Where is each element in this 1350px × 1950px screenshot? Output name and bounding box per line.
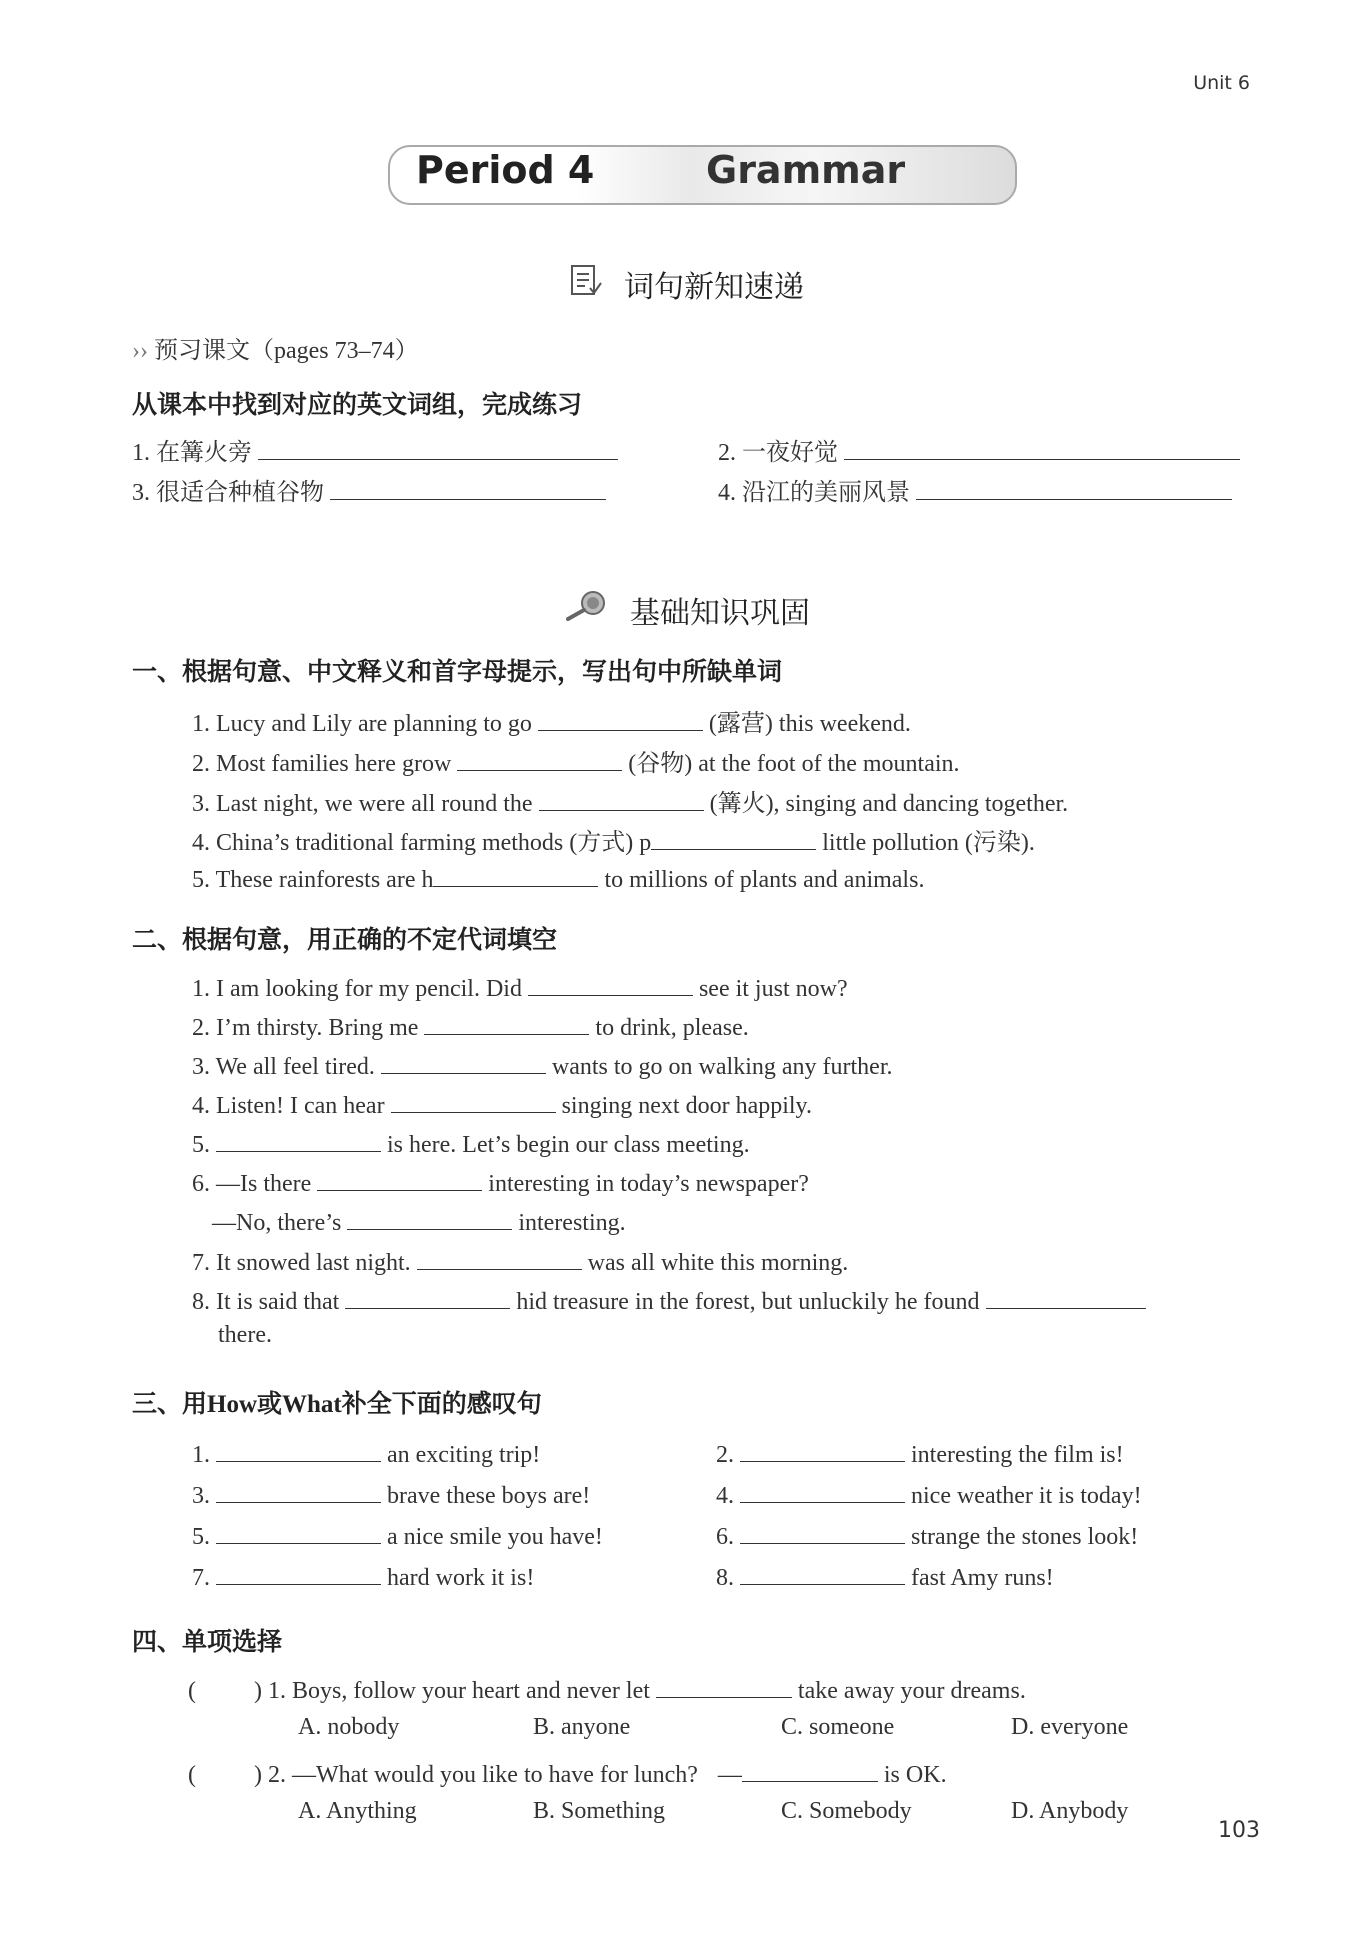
question-stem: — (717, 1762, 742, 1789)
period-topic: Grammar (706, 148, 906, 192)
section-b-title: 基础知识巩固 (630, 596, 810, 631)
answer-blank[interactable] (916, 474, 1232, 500)
item-text: (露营) this weekend. (708, 711, 911, 737)
item-text: wants to go on walking any further. (551, 1054, 893, 1081)
phrase-item (718, 472, 1232, 507)
exercise-item (192, 822, 1035, 857)
exclamation-item (192, 1477, 590, 1510)
part2-heading: 二、根据句意，用正确的不定代词填空 (132, 925, 558, 954)
item-text: fast Amy runs! (911, 1565, 1054, 1592)
phrase-item (718, 432, 1240, 467)
exercise-item (192, 1048, 893, 1081)
item-text: (篝火), singing and dancing together. (709, 791, 1069, 817)
answer-blank[interactable] (381, 1048, 546, 1074)
mc-question (188, 1672, 1026, 1705)
preview-label (132, 330, 419, 365)
mc-option[interactable]: B. Something (533, 1798, 666, 1824)
section-a-instruction: 从课本中找到对应的英文词组，完成练习 (132, 390, 583, 419)
page-number: 103 (1218, 1818, 1260, 1843)
phrase-text: 3. 很适合种植谷物 (132, 480, 324, 506)
answer-blank[interactable] (216, 1126, 381, 1152)
answer-blank[interactable] (216, 1436, 381, 1462)
exercise-item (212, 1204, 626, 1237)
item-number: 2. (716, 1442, 734, 1469)
item-number: 1. (192, 1442, 210, 1469)
answer-blank[interactable] (347, 1204, 512, 1230)
exercise-item (192, 1283, 1146, 1316)
answer-blank[interactable] (317, 1165, 482, 1191)
item-text: —No, there’s (212, 1210, 342, 1237)
item-text: to drink, please. (595, 1015, 749, 1042)
exclamation-item (716, 1477, 1142, 1510)
exclamation-item (716, 1518, 1138, 1551)
heading-text: 补全下面的感叹句 (341, 1389, 542, 1418)
answer-blank[interactable] (651, 824, 816, 850)
answer-blank[interactable] (742, 1756, 878, 1782)
question-stem: ) 1. Boys, follow your heart and never let (254, 1678, 650, 1705)
phrase-text: 4. 沿江的美丽风景 (718, 480, 910, 506)
exercise-item (192, 970, 848, 1003)
item-text: 1. I am looking for my pencil. Did (192, 976, 522, 1003)
item-text: 6. —Is there (192, 1171, 312, 1198)
mc-option[interactable]: D. everyone (1011, 1714, 1129, 1740)
item-text: interesting in today’s newspaper? (488, 1171, 809, 1198)
answer-blank[interactable] (740, 1518, 905, 1544)
exercise-item (192, 1165, 809, 1198)
answer-blank[interactable] (656, 1672, 792, 1698)
mc-option[interactable]: D. Anybody (1011, 1798, 1129, 1824)
question-stem: ) 2. —What would you like to have for lunch? (254, 1762, 698, 1789)
mc-option[interactable]: A. Anything (298, 1798, 417, 1824)
answer-blank[interactable] (216, 1477, 381, 1503)
item-number: 3. (192, 1483, 210, 1510)
exclamation-item (192, 1559, 534, 1592)
heading-text: 三、用 (132, 1389, 208, 1418)
answer-blank[interactable] (433, 861, 598, 887)
answer-blank[interactable] (417, 1244, 582, 1270)
item-text: nice weather it is today! (911, 1483, 1142, 1510)
item-text: 8. It is said that (192, 1289, 340, 1316)
exercise-item (192, 1087, 812, 1120)
mc-option[interactable]: A. nobody (298, 1714, 400, 1740)
item-text: brave these boys are! (387, 1483, 591, 1510)
item-text: there. (218, 1322, 272, 1348)
question-stem: take away your dreams. (797, 1678, 1026, 1705)
phrase-text: 2. 一夜好觉 (718, 440, 838, 466)
item-number: 8. (716, 1565, 734, 1592)
heading-text: 或 (257, 1389, 283, 1418)
answer-blank[interactable] (216, 1518, 381, 1544)
magnifier-icon (563, 588, 611, 629)
unit-label: Unit 6 (1193, 72, 1250, 94)
period-title: Period 4 (416, 148, 595, 192)
item-text: 5. (192, 1132, 210, 1159)
item-text: 3. Last night, we were all round the (192, 791, 533, 817)
mc-question (188, 1756, 947, 1789)
answer-blank[interactable] (539, 785, 704, 811)
item-text: is here. Let’s begin our class meeting. (387, 1132, 750, 1159)
item-text: (谷物) at the foot of the mountain. (628, 751, 960, 777)
item-text: 4. China’s traditional farming methods (方式) p (192, 830, 652, 856)
mc-option[interactable]: C. Somebody (781, 1798, 912, 1824)
item-number: 7. (192, 1565, 210, 1592)
answer-bracket[interactable]: ( (188, 1678, 196, 1705)
item-text: 5. These rainforests are h (192, 867, 434, 894)
mc-option[interactable]: B. anyone (533, 1714, 631, 1740)
phrase-item (132, 472, 606, 507)
item-text: to millions of plants and animals. (604, 867, 925, 894)
section-a-title: 词句新知速递 (624, 270, 804, 305)
item-text: strange the stones look! (911, 1524, 1139, 1551)
double-chevron-icon: ›› (132, 338, 148, 364)
item-number: 5. (192, 1524, 210, 1551)
item-text: was all white this morning. (587, 1250, 849, 1277)
answer-blank[interactable] (216, 1559, 381, 1585)
part1-heading: 一、根据句意、中文释义和首字母提示，写出句中所缺单词 (132, 657, 783, 686)
item-text: an exciting trip! (387, 1442, 541, 1469)
item-text: hard work it is! (387, 1565, 535, 1592)
exercise-item (192, 783, 1068, 818)
item-text: 4. Listen! I can hear (192, 1093, 385, 1120)
answer-blank[interactable] (740, 1436, 905, 1462)
item-text: 7. It snowed last night. (192, 1250, 411, 1277)
answer-blank[interactable] (538, 705, 703, 731)
item-text: 3. We all feel tired. (192, 1054, 375, 1081)
heading-text: How (207, 1391, 258, 1418)
part3-heading (132, 1384, 542, 1420)
item-text: little pollution (污染). (822, 830, 1035, 856)
answer-blank[interactable] (844, 434, 1240, 460)
answer-blank[interactable] (258, 434, 618, 460)
item-text: hid treasure in the forest, but unluckily he found (516, 1289, 980, 1316)
item-text: interesting. (518, 1210, 626, 1237)
answer-blank[interactable] (740, 1559, 905, 1585)
exercise-item (192, 1009, 749, 1042)
exercise-item (192, 1126, 750, 1159)
part4-heading: 四、单项选择 (132, 1627, 283, 1656)
answer-blank[interactable] (424, 1009, 589, 1035)
answer-blank[interactable] (391, 1087, 556, 1113)
phrase-item (132, 432, 618, 467)
answer-bracket[interactable]: ( (188, 1762, 196, 1789)
question-stem: is OK. (883, 1762, 947, 1789)
answer-blank[interactable] (330, 474, 606, 500)
mc-option[interactable]: C. someone (781, 1714, 895, 1740)
item-text: 2. Most families here grow (192, 751, 452, 777)
exercise-item (218, 1322, 272, 1349)
exclamation-item (192, 1518, 603, 1551)
answer-blank[interactable] (740, 1477, 905, 1503)
item-number: 4. (716, 1483, 734, 1510)
exercise-item (192, 743, 960, 778)
exercise-item (192, 703, 911, 738)
answer-blank[interactable] (986, 1283, 1146, 1309)
item-text: see it just now? (698, 976, 848, 1003)
exercise-item (192, 861, 924, 894)
exclamation-item (192, 1436, 540, 1469)
exclamation-item (716, 1436, 1124, 1469)
item-number: 6. (716, 1524, 734, 1551)
answer-blank[interactable] (457, 745, 622, 771)
answer-blank[interactable] (345, 1283, 510, 1309)
phrase-text: 1. 在篝火旁 (132, 440, 252, 466)
exercise-item (192, 1244, 848, 1277)
item-text: 2. I’m thirsty. Bring me (192, 1015, 419, 1042)
answer-blank[interactable] (528, 970, 693, 996)
exclamation-item (716, 1559, 1054, 1592)
heading-text: What (282, 1391, 342, 1418)
item-text: 1. Lucy and Lily are planning to go (192, 711, 532, 737)
item-text: interesting the film is! (911, 1442, 1124, 1469)
preview-label-text: 预习课文（pages 73–74） (153, 338, 419, 364)
notebook-icon (568, 262, 604, 303)
item-text: singing next door happily. (561, 1093, 812, 1120)
item-text: a nice smile you have! (387, 1524, 603, 1551)
